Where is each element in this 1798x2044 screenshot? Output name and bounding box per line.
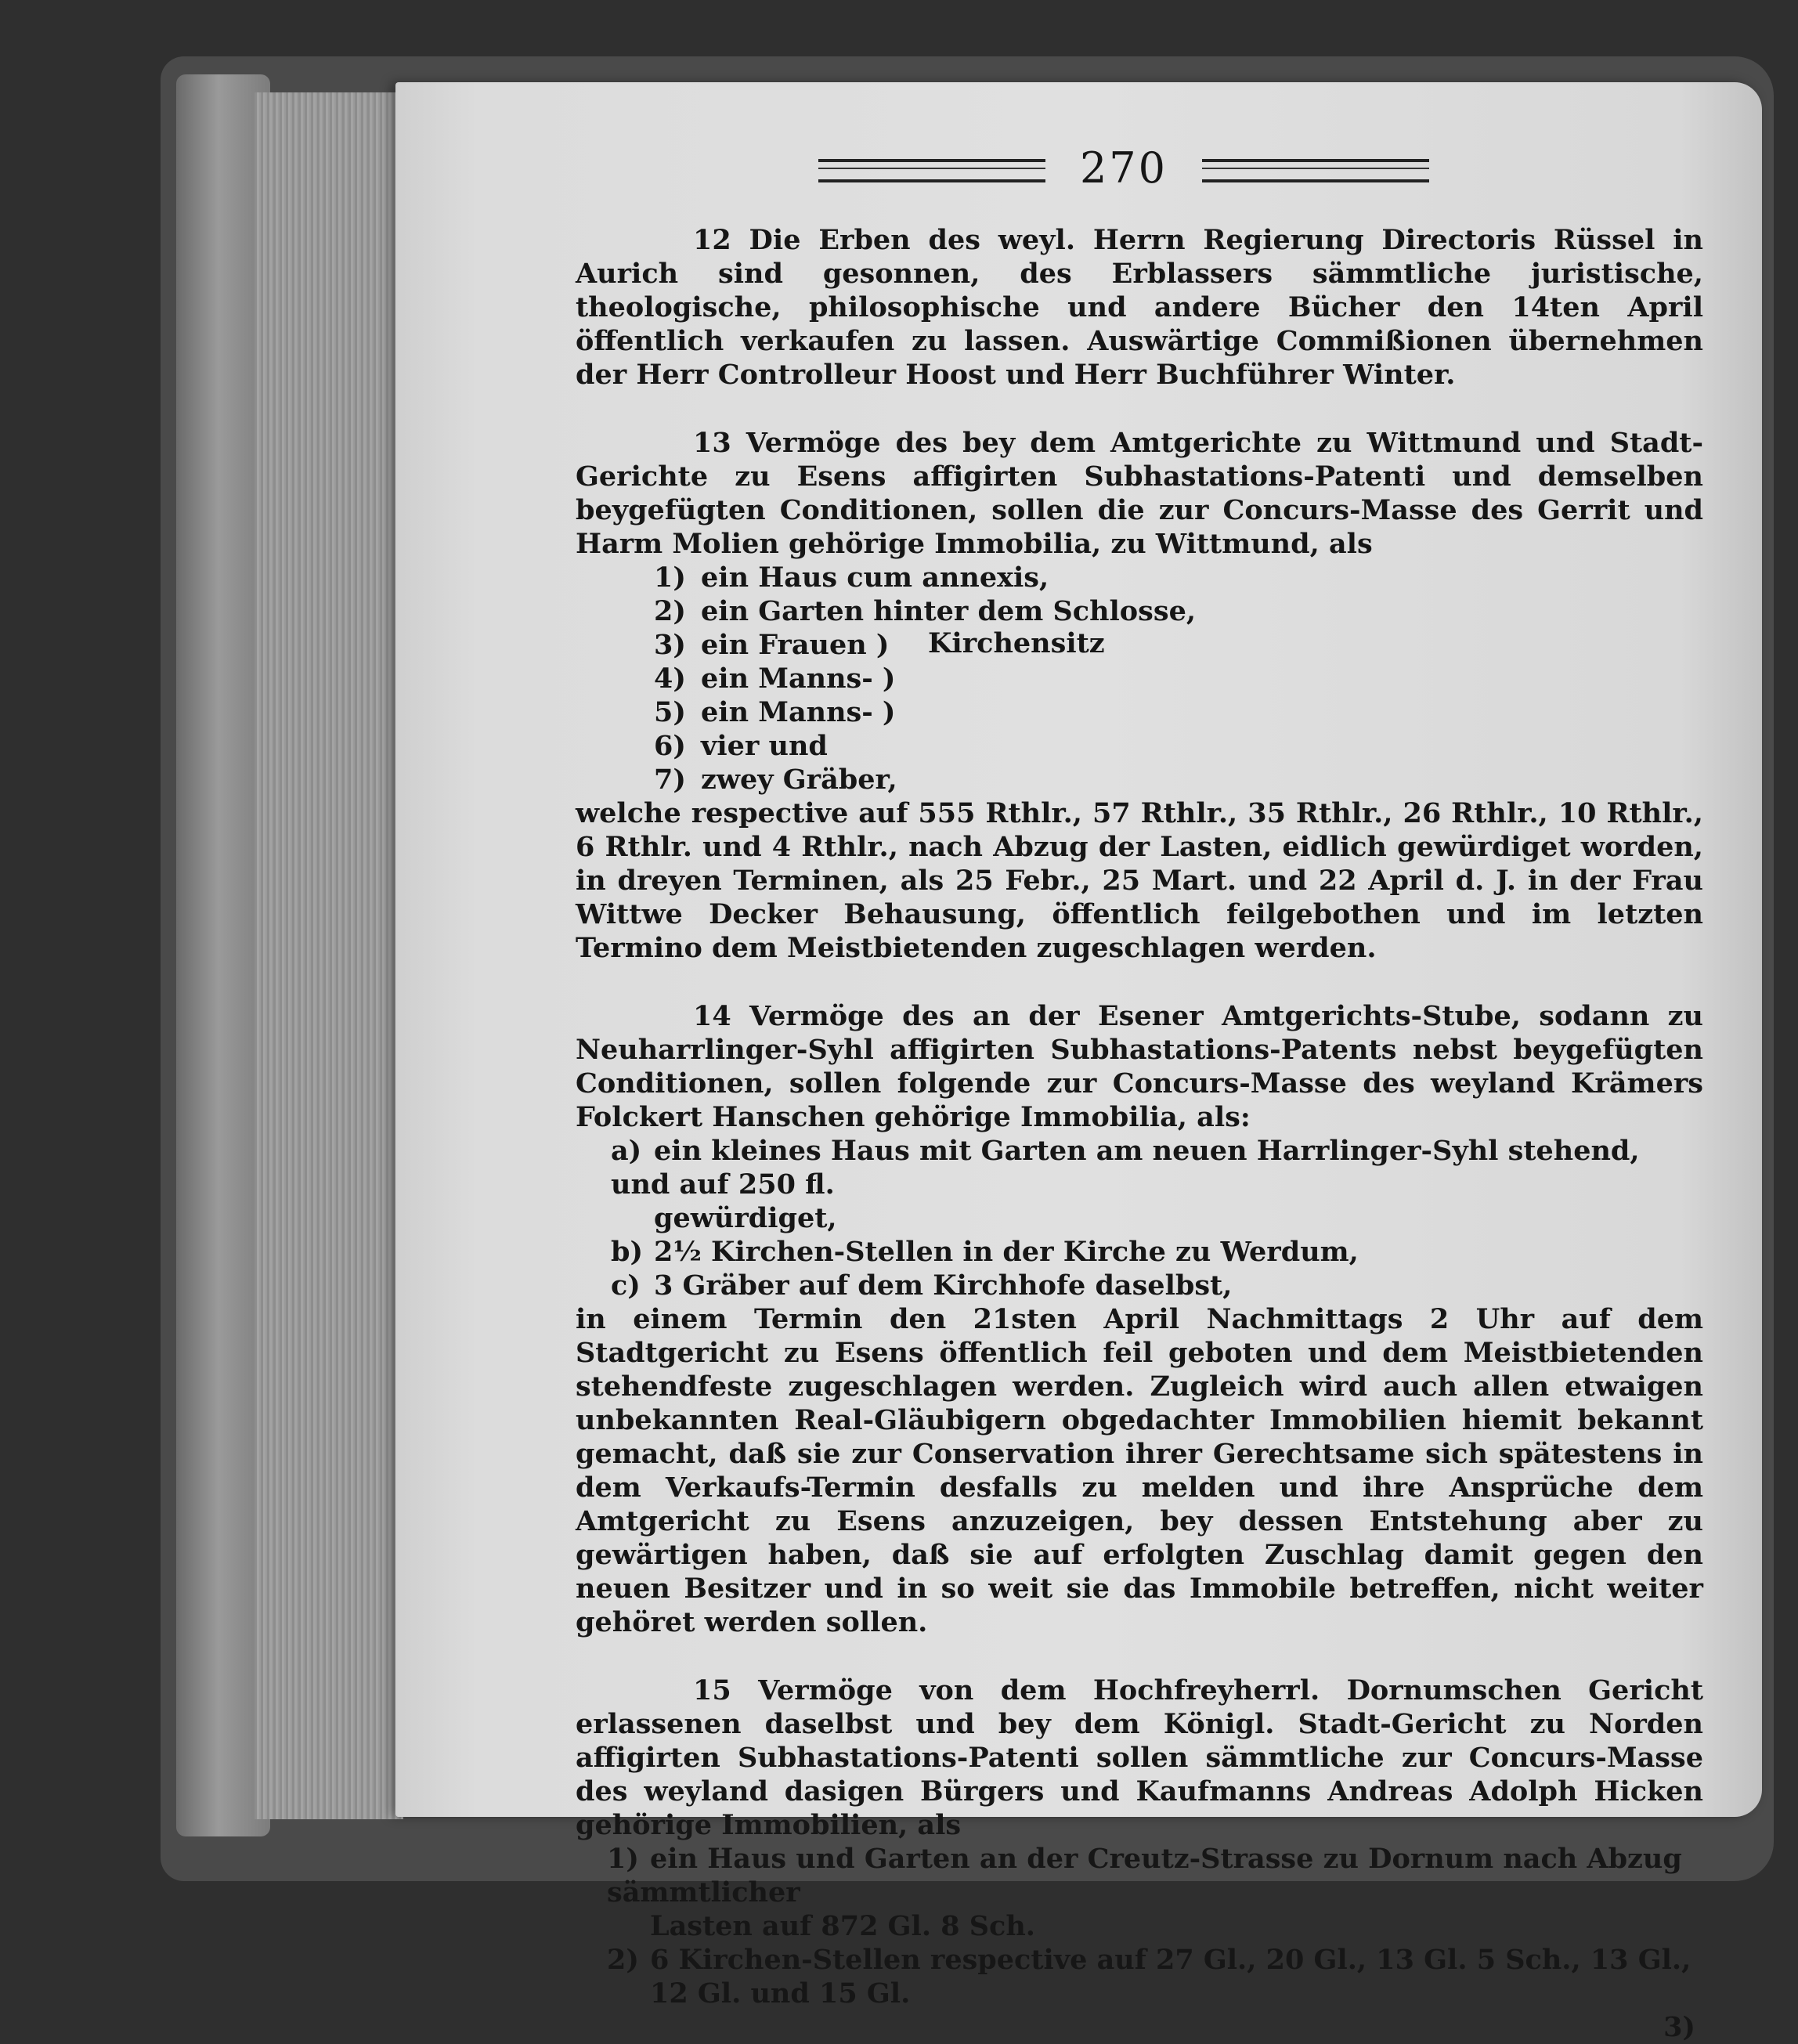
list-item: 1) ein Haus und Garten an der Creutz-Strasse zu Dornum nach Abzug sämmtlicher: [607, 1843, 1682, 1909]
list-item: c) 3 Gräber auf dem Kirchhofe daselbst,: [611, 1269, 1233, 1302]
notice-12: 12 Die Erben des weyl. Herrn Regierung Directoris Rüssel in Aurich sind gesonnen, des Erblassers sämmtliche juristische, theologische, philosophische und andere Bücher den 14ten April öffentlich verkaufen zu lassen. Auswärtige Commißionen übernehmen der Herr Controlleur Hoost und Herr Buchführer Winter.: [576, 224, 1703, 391]
list-item-continuation: gewürdiget,: [654, 1202, 837, 1234]
kirchensitz-label: Kirchensitz: [928, 627, 1105, 659]
header-rule-left: [818, 159, 1045, 182]
notice-14-outro: in einem Termin den 21sten April Nachmittags 2 Uhr auf dem Stadtgericht zu Esens öffentlich feil geboten und dem Meistbietenden stehendfeste zugeschlagen werden. Zugleich wird auch allen etwaigen unbekannten Real-Gläubigern obgedachter Immobilien hiemit bekannt gemacht, daß sie zur Conservation ihrer Gerechtsame sich spätestens in dem Verkaufs-Termin desfalls zu melden und ihre Ansprüche dem Amtgericht zu Esens anzuzeigen, bey dessen Entstehung aber zu gewärtigen haben, daß sie auf erfolgten Zuschlag damit gegen den neuen Besitzer und in so weit sie das Immobile betreffen, nicht weiter gehöret werden sollen.: [576, 1303, 1703, 1638]
notice-15-items: [576, 1842, 1703, 2010]
notice-13-items: [576, 561, 1703, 796]
list-item: 6) vier und: [654, 730, 828, 762]
list-item: b) 2½ Kirchen-Stellen in der Kirche zu Werdum,: [611, 1236, 1359, 1268]
list-item: 2) 6 Kirchen-Stellen respective auf 27 Gl., 20 Gl., 13 Gl. 5 Sch., 13 Gl.,: [607, 1944, 1691, 1976]
notice-14-intro: 14 Vermöge des an der Esener Amtgerichts-Stube, sodann zu Neuharrlinger-Syhl affigirten Subhastations-Patents nebst beygefügten Conditionen, sollen folgende zur Concurs-Masse des weyland Krämers Folckert Hanschen gehörige Immobilia, als:: [576, 1000, 1703, 1133]
list-item: 2) ein Garten hinter dem Schlosse,: [654, 595, 1197, 627]
page-stack-edge: [255, 92, 403, 1819]
notice-14-items: [576, 1134, 1703, 1302]
list-item-continuation: 12 Gl. und 15 Gl.: [650, 1977, 911, 2010]
page-number: 270: [1079, 143, 1168, 193]
page-body: [576, 223, 1703, 2044]
list-item: 7) zwey Gräber,: [654, 764, 897, 796]
notice-13-intro: 13 Vermöge des bey dem Amtgerichte zu Wittmund und Stadt-Gerichte zu Esens affigirten Subhastations-Patenti und demselben beygefügten Conditionen, sollen die zur Concurs-Masse des Gerrit und Harm Molien gehörige Immobilia, zu Wittmund, als: [576, 427, 1703, 560]
list-item: 5) ein Manns- ): [654, 696, 896, 728]
catchword: 3): [1663, 2011, 1695, 2043]
notice-13-outro: welche respective auf 555 Rthlr., 57 Rthlr., 35 Rthlr., 26 Rthlr., 10 Rthlr., 6 Rthlr. und 4 Rthlr., nach Abzug der Lasten, eidlich gewürdiget worden, in dreyen Terminen, als 25 Febr., 25 Mart. und 22 April d. J. in der Frau Wittwe Decker Behausung, öffentlich feilgebothen und im letzten Termino dem Meistbietenden zugeschlagen werden.: [576, 797, 1703, 964]
header-rule-right: [1202, 159, 1429, 182]
page-header: [818, 145, 1429, 192]
list-item: 4) ein Manns- ): [654, 663, 896, 695]
list-item: 3) ein Frauen ): [654, 629, 890, 661]
list-item: a) ein kleines Haus mit Garten am neuen Harrlinger-Syhl stehend, und auf 250 fl.: [611, 1135, 1640, 1201]
list-item: 1) ein Haus cum annexis,: [654, 562, 1049, 594]
list-item-continuation: Lasten auf 872 Gl. 8 Sch.: [650, 1910, 1035, 1942]
notice-15-intro: 15 Vermöge von dem Hochfreyherrl. Dornumschen Gericht erlassenen daselbst und bey dem Königl. Stadt-Gericht zu Norden affigirten Subhastations-Patenti sollen sämmtliche zur Concurs-Masse des weyland dasigen Bürgers und Kaufmanns Andreas Adolph Hicken gehörige Immobilien, als: [576, 1674, 1703, 1841]
